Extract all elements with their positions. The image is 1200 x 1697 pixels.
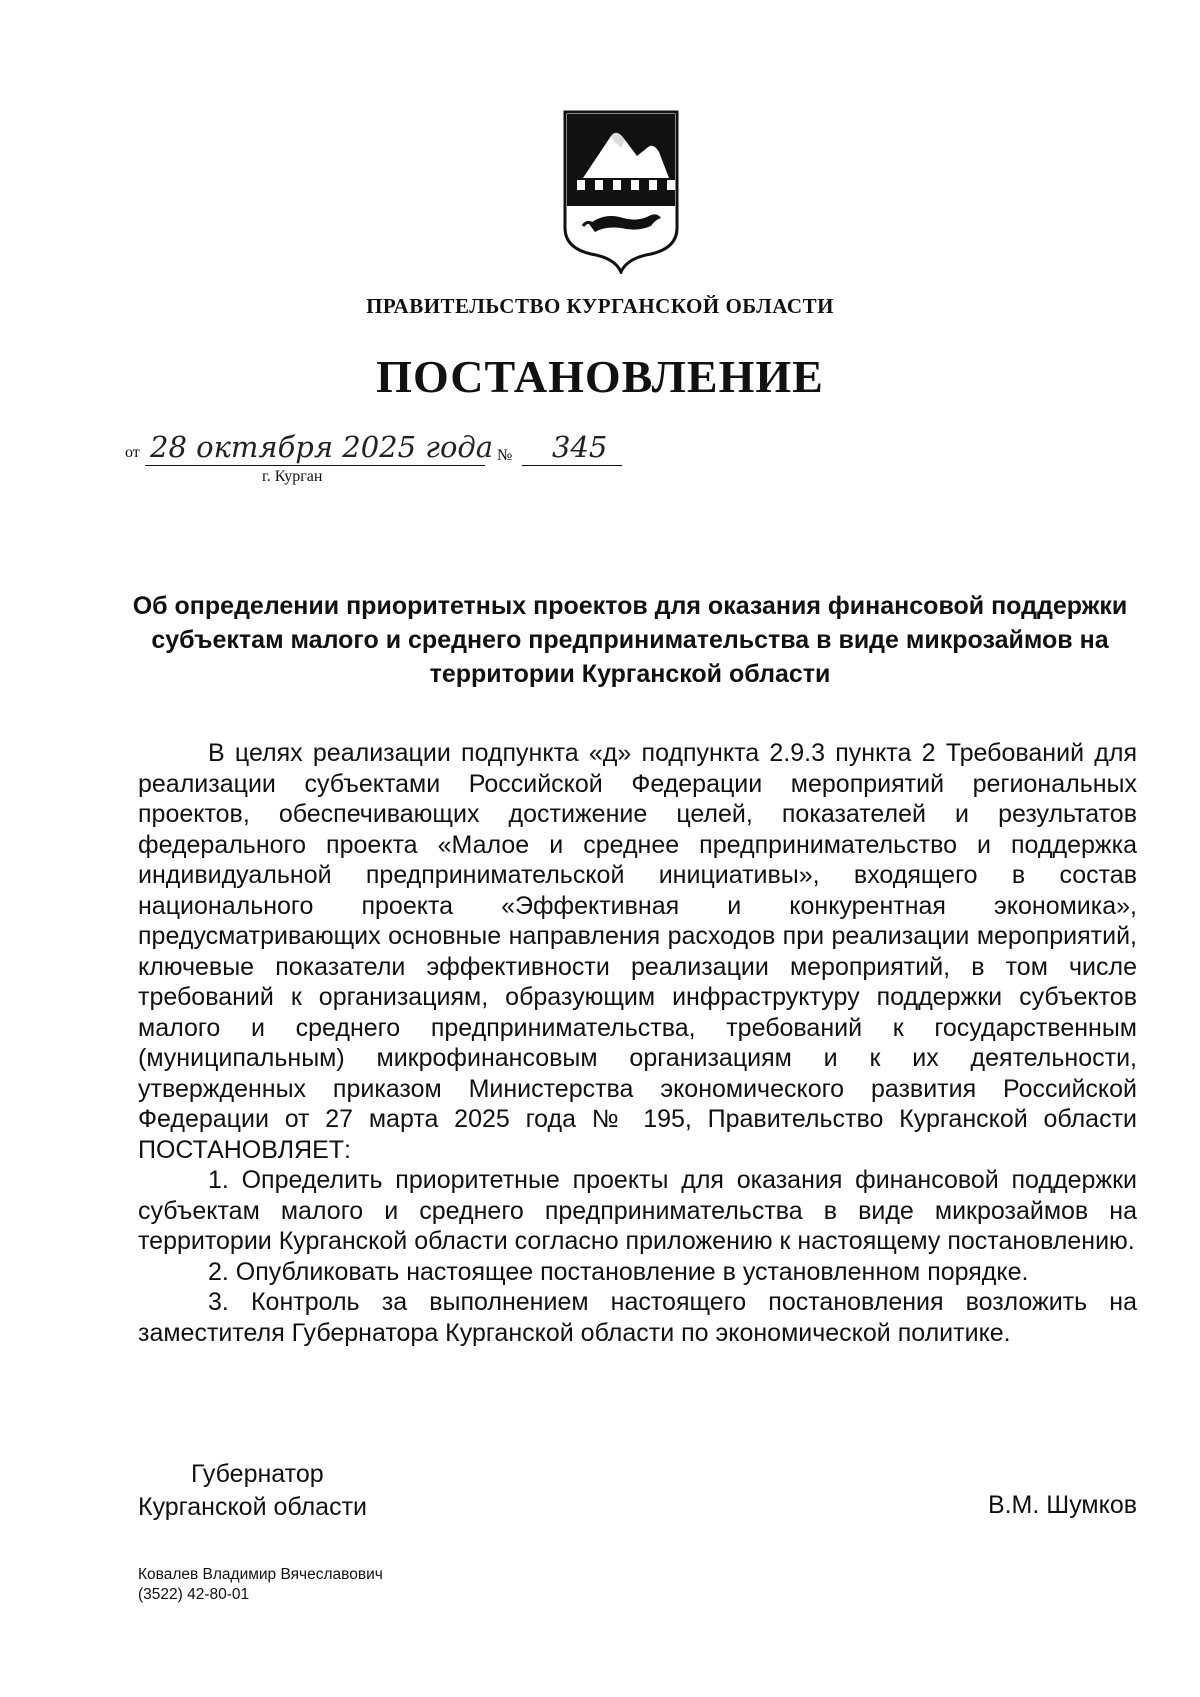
signatory-name: В.М. Шумков xyxy=(987,1491,1137,1519)
position-line-2: Курганской области xyxy=(138,1493,368,1521)
number-underline xyxy=(522,465,622,466)
handwritten-date: 28 октября 2025 года xyxy=(150,430,494,464)
number-label: № xyxy=(497,447,513,464)
signatory-position xyxy=(138,1458,367,1524)
executor-info xyxy=(138,1565,383,1605)
date-underline xyxy=(145,465,485,466)
document-title: Об определении приоритетных проектов для оказания финансовой поддержки субъектам малого и среднего предпринимательства в виде микрозаймов на территории Курганской области xyxy=(132,592,1128,688)
position-line-1: Губернатор xyxy=(191,1460,324,1488)
executor-phone: (3522) 42-80-01 xyxy=(138,1586,250,1603)
organization-name: ПРАВИТЕЛЬСТВО КУРГАНСКОЙ ОБЛАСТИ xyxy=(366,294,834,318)
city: г. Курган xyxy=(262,468,323,485)
preamble-paragraph: В целях реализации подпункта «д» подпункта 2.9.3 пункта 2 Требований для реализации субъектами Российской Федерации мероприятий региональных проектов, обеспечивающих достижение целей, показателей и результатов федерального проекта «Малое и среднее предпринимательство и поддержка индивидуальной предпринимательской инициативы», входящего в состав национального проекта «Эффективная и конкурентная экономика», предусматривающих основные направления расходов при реализации мероприятий, ключевые показатели эффективности реализации мероприятий, в том числе требований к организациям, образующим инфраструктуру поддержки субъектов малого и среднего предпринимательства, требований к государственным (муниципальным) микрофинансовым организациям и к их деятельности, утвержденных приказом Министерства экономического развития Российской Федерации от 27 марта 2025 года № 195, Правительство Курганской области ПОСТАНОВЛЯЕТ: xyxy=(138,739,1137,1164)
document-type: ПОСТАНОВЛЕНИЕ xyxy=(376,351,824,402)
coat-of-arms-icon xyxy=(561,108,681,274)
handwritten-number: 345 xyxy=(552,430,608,464)
clause-1: 1. Определить приоритетные проекты для оказания финансовой поддержки субъектам малого и среднего предпринимательства в виде микрозаймов на территории Курганской области согласно приложению к настоящему постановлению. xyxy=(138,1166,1137,1255)
date-prefix: от xyxy=(125,444,140,461)
executor-name: Ковалев Владимир Вячеславович xyxy=(138,1566,383,1583)
document-body xyxy=(138,738,1137,1348)
clause-3: 3. Контроль за выполнением настоящего постановления возложить на заместителя Губернатора Курганской области по экономической политике. xyxy=(138,1288,1137,1347)
clause-2: 2. Опубликовать настоящее постановление в установленном порядке. xyxy=(208,1257,1029,1286)
